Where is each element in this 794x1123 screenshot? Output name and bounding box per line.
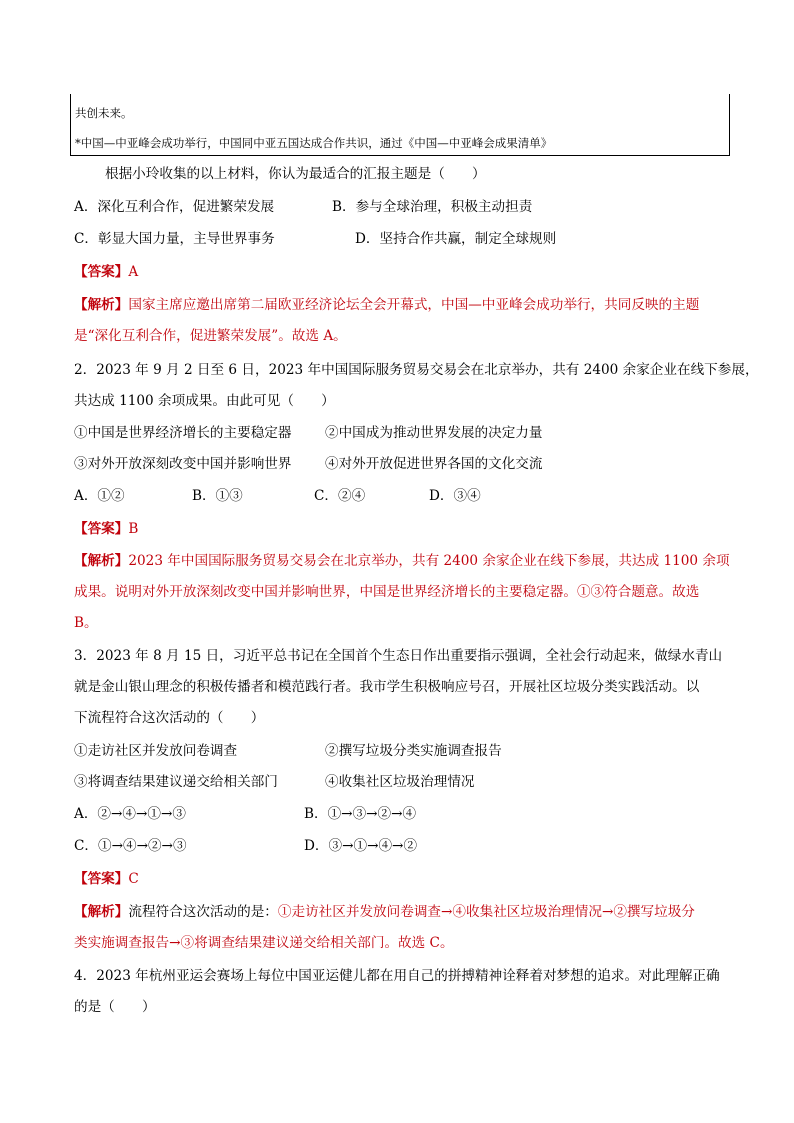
q2-option-d: D．③④ — [429, 488, 481, 504]
q1-analysis-line-1: 【解析】国家主席应邀出席第二届欧亚经济论坛全会开幕式，中国—中亚峰会成功举行，共同反映的主题 — [74, 297, 700, 313]
q2-option-b: B．①③ — [192, 488, 243, 504]
q2-analysis-line-3: B。 — [74, 615, 98, 631]
q2-stem-line-2: 共达成 1100 余项成果。由此可见（ ） — [74, 393, 335, 409]
q1-option-a: A．深化互利合作，促进繁荣发展 — [74, 199, 275, 215]
q2-analysis-line-1: 【解析】2023 年中国国际服务贸易交易会在北京举办，共有 2400 余家企业在线下参展，共达成 1100 余项 — [74, 553, 730, 569]
q2-analysis-line-2: 成果。说明对外开放深刻改变中国并影响世界，中国是世界经济增长的主要稳定器。①③符合题意。故选 — [74, 584, 700, 600]
q1-option-b: B．参与全球治理，积极主动担责 — [332, 199, 533, 215]
material-box-line-1: 共创未来。 — [75, 106, 133, 120]
analysis-tag: 【解析】 — [74, 297, 129, 313]
q2-answer — [74, 523, 138, 537]
q2-item-1: ①中国是世界经济增长的主要稳定器 — [74, 425, 292, 441]
answer-value: B — [128, 521, 139, 537]
answer-tag: 【答案】 — [74, 871, 129, 887]
q2-stem-line-1: 2．2023 年 9 月 2 日至 6 日，2023 年中国国际服务贸易交易会在北京举办，共有 2400 余家企业在线下参展， — [74, 362, 759, 378]
q3-item-2: ②撰写垃圾分类实施调查报告 — [325, 743, 502, 759]
q3-analysis-line-1: 【解析】流程符合这次活动的是：①走访社区并发放问卷调查→④收集社区垃圾治理情况→②撰写垃圾分 — [74, 904, 695, 920]
q4-stem-line-2: 的是（ ） — [74, 999, 156, 1015]
q3-option-d: D．③→①→④→② — [304, 838, 418, 854]
answer-value: C — [128, 871, 139, 887]
q1-answer — [74, 266, 138, 280]
q3-answer — [74, 873, 139, 887]
q2-item-3: ③对外开放深刻改变中国并影响世界 — [74, 456, 292, 472]
answer-tag: 【答案】 — [74, 521, 129, 537]
q3-option-a: A．②→④→①→③ — [74, 806, 186, 822]
q3-option-c: C．①→④→②→③ — [74, 838, 187, 854]
analysis-prefix: 流程符合这次活动的是： — [128, 904, 278, 920]
q3-item-4: ④收集社区垃圾治理情况 — [325, 774, 475, 790]
q2-item-2: ②中国成为推动世界发展的决定力量 — [325, 425, 543, 441]
q3-analysis-line-2: 类实施调查报告→③将调查结果建议递交给相关部门。故选 C。 — [74, 935, 454, 951]
q3-stem-line-1: 3．2023 年 8 月 15 日，习近平总书记在全国首个生态日作出重要指示强调，全社会行动起来，做绿水青山 — [74, 648, 723, 664]
q4-stem-line-1: 4．2023 年杭州亚运会赛场上每位中国亚运健儿都在用自己的拼搏精神诠释着对梦想的追求。对此理解正确 — [74, 968, 720, 984]
material-box — [70, 94, 730, 156]
material-box-line-2: *中国—中亚峰会成功举行，中国同中亚五国达成合作共识，通过《中国—中亚峰会成果清单》 — [75, 136, 553, 150]
q3-stem-line-3: 下流程符合这次活动的（ ） — [74, 710, 265, 726]
q1-option-d: D．坚持合作共赢，制定全球规则 — [355, 231, 557, 247]
q3-option-b: B．①→③→②→④ — [304, 806, 417, 822]
q1-stem: 根据小玲收集的以上材料，你认为最适合的汇报主题是（ ） — [105, 166, 486, 182]
answer-tag: 【答案】 — [74, 264, 129, 280]
q3-item-1: ①走访社区并发放问卷调查 — [74, 743, 238, 759]
analysis-tag: 【解析】 — [74, 553, 129, 569]
analysis-tag: 【解析】 — [74, 904, 129, 920]
q1-analysis-line-2: 是“深化互利合作，促进繁荣发展”。故选 A。 — [74, 328, 347, 344]
q3-item-3: ③将调查结果建议递交给相关部门 — [74, 774, 278, 790]
q3-stem-line-2: 就是金山银山理念的积极传播者和模范践行者。我市学生积极响应号召，开展社区垃圾分类实践活动。以 — [74, 679, 700, 695]
q2-option-c: C．②④ — [314, 488, 366, 504]
answer-value: A — [128, 264, 139, 280]
q1-option-c: C．彰显大国力量，主导世界事务 — [74, 231, 275, 247]
q2-option-a: A．①② — [74, 488, 125, 504]
q2-item-4: ④对外开放促进世界各国的文化交流 — [325, 456, 543, 472]
